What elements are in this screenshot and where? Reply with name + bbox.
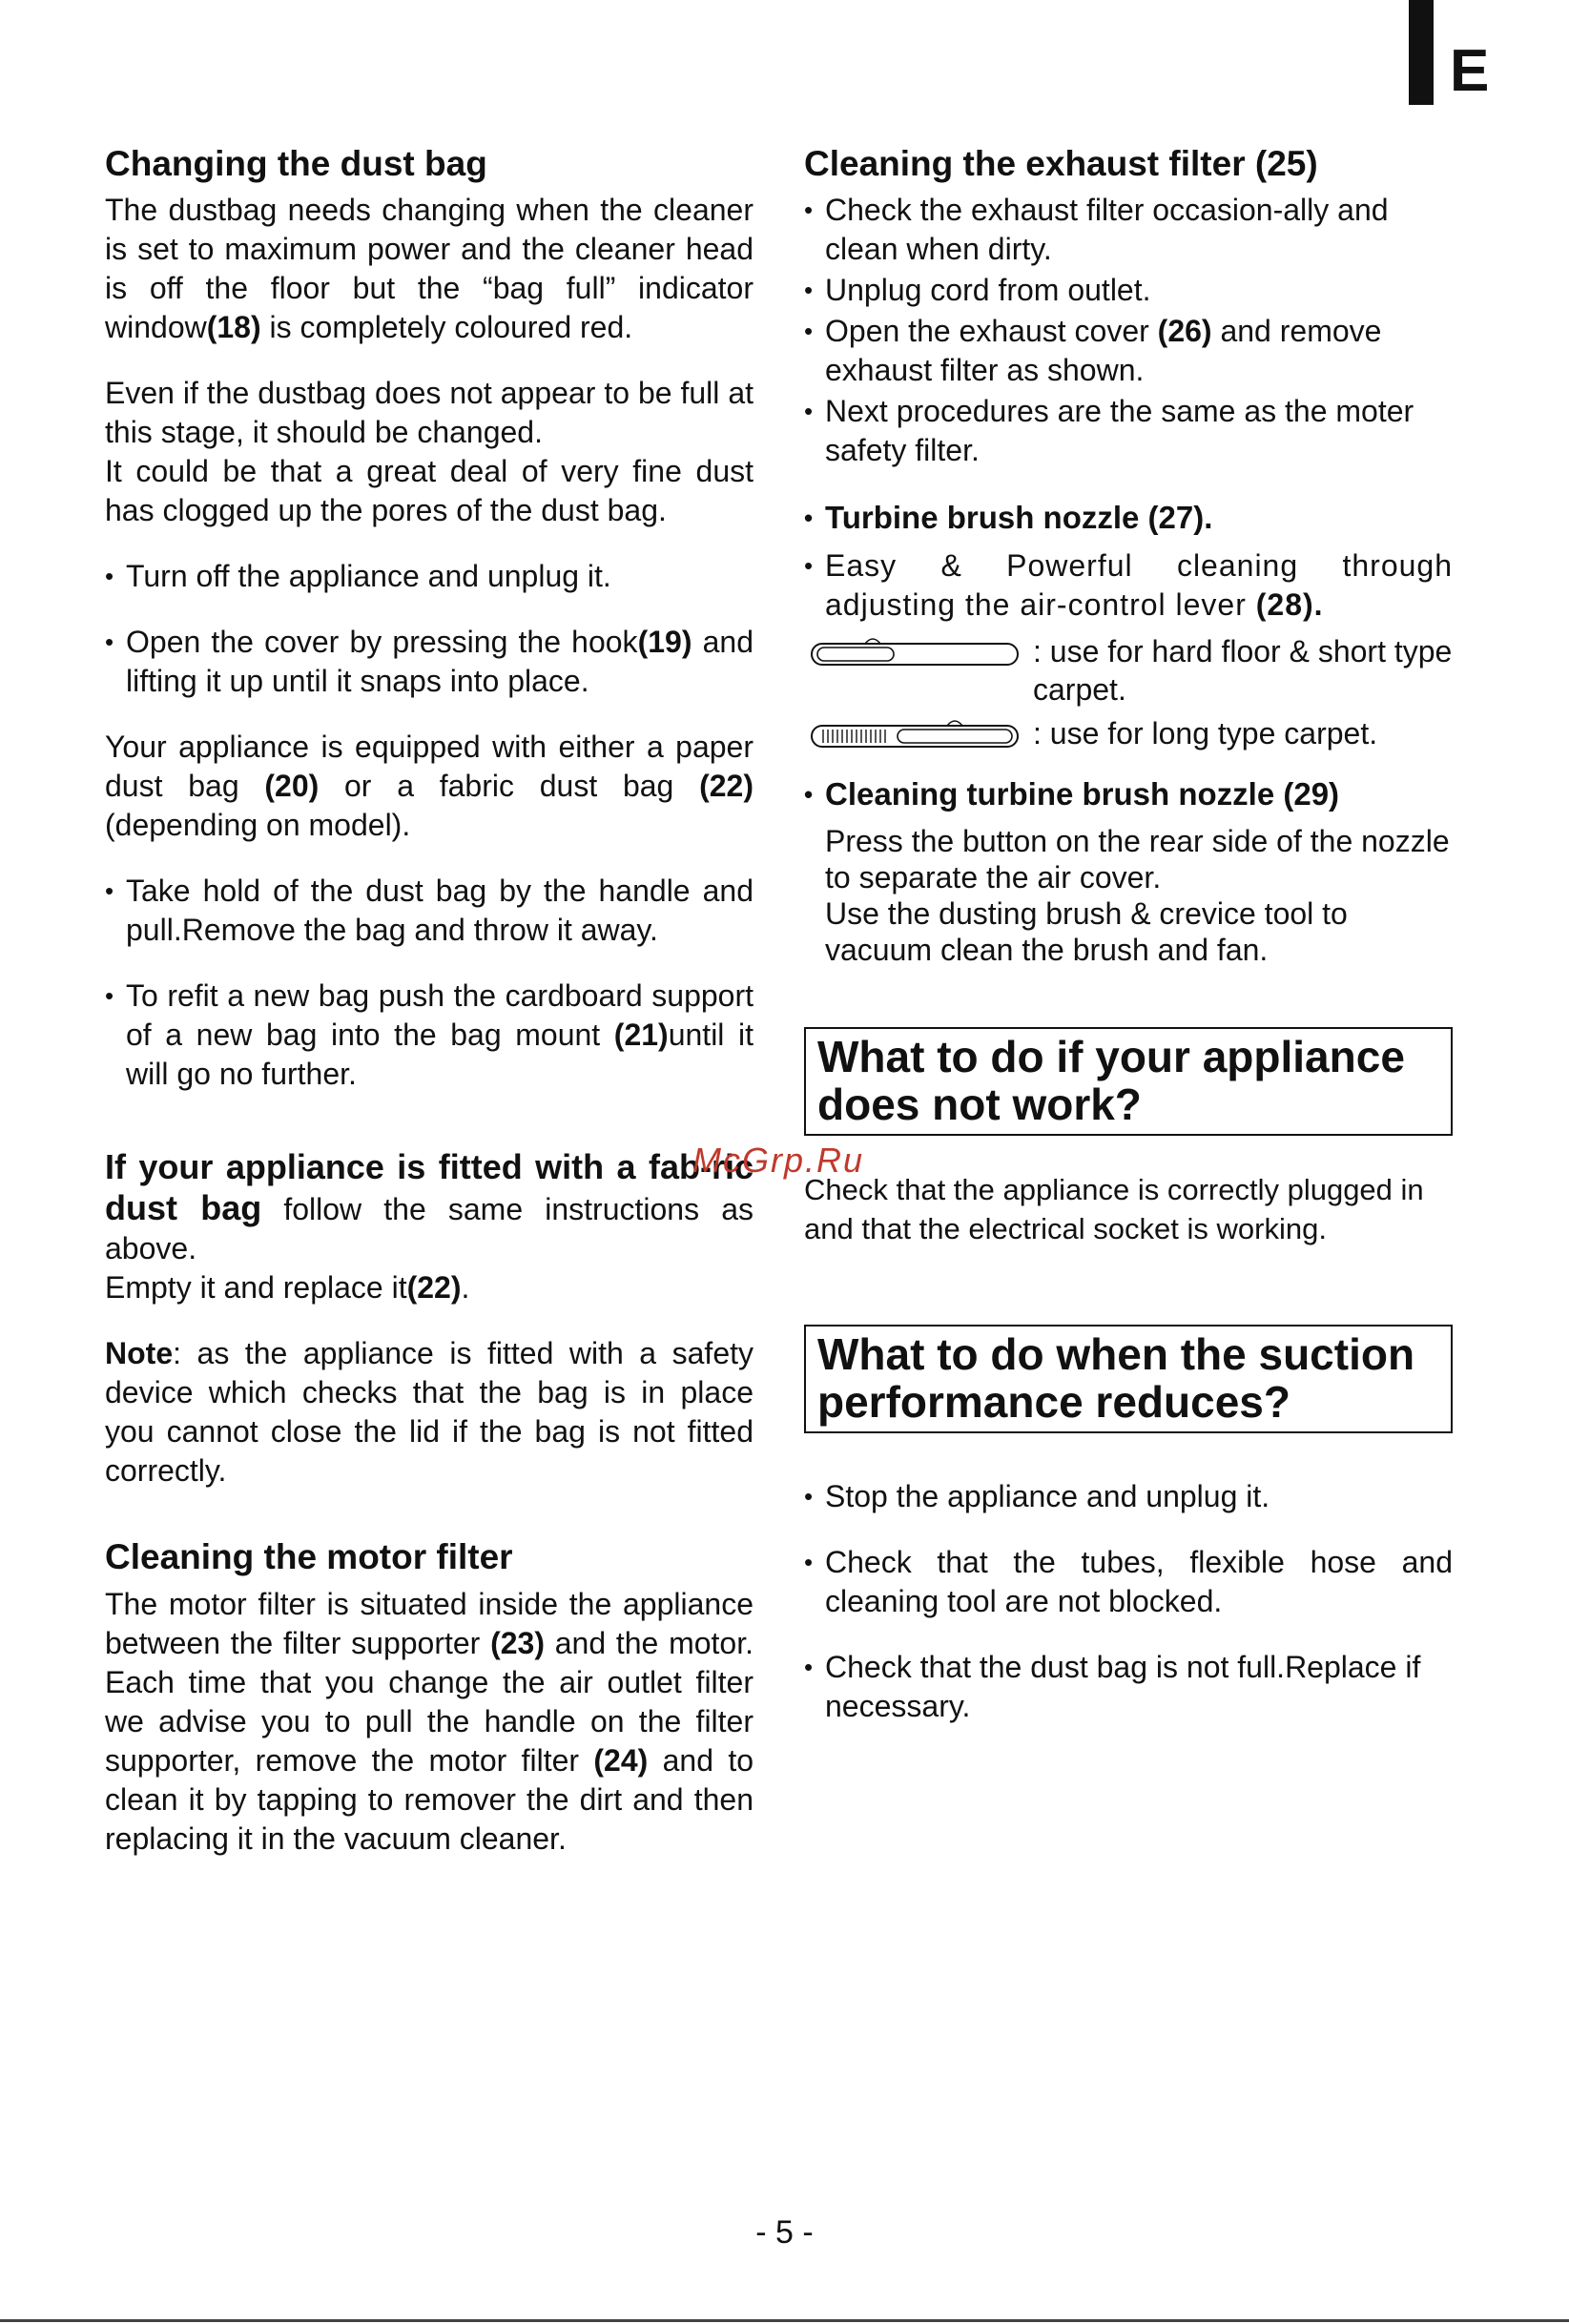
exhaust-steps (804, 191, 1453, 470)
fabric-bag-replace: Empty it and replace it(22). (105, 1270, 470, 1306)
list-item: • Open the exhaust cover (26) and remove exhaust filter as shown. (804, 312, 1453, 390)
dust-bag-paragraph-3: It could be that a great deal of very fine dust has clogged up the pores of the dust bag. (105, 454, 754, 528)
dust-bag-steps-2 (105, 872, 754, 1094)
list-item: • Take hold of the dust bag by the handle and pull.Remove the bag and throw it away. (105, 872, 754, 950)
turbine-steps (804, 546, 1453, 625)
heading-changing-dust-bag: Changing the dust bag (105, 144, 487, 183)
dust-bag-paragraph-2: Even if the dustbag does not appear to be full at this stage, it should be changed. (105, 376, 754, 450)
lever-long-carpet-text: : use for long type carpet. (1033, 716, 1378, 751)
list-item: • Check the exhaust filter occasion-ally and clean when dirty. (804, 191, 1453, 269)
bottom-divider (0, 2319, 1569, 2322)
cleaning-turbine-text-2: Use the dusting brush & crevice tool to vacuum clean the brush and fan. (825, 896, 1348, 968)
heading-not-working: What to do if your appliance does not work? (817, 1032, 1405, 1130)
motor-filter-paragraph: The motor filter is situated inside the appliance between the filter supporter (23) and the motor. Each time that you change the air outlet filter we advise you to pull the handle on the filter supporter, remove the motor filter (24) and to clean it by tapping to remover the dirt and then replacing it in the vacuum cleaner. (105, 1586, 754, 1856)
box-suction-reduces (804, 1325, 1453, 1433)
fabric-bag-paragraph: If your appliance is fitted with a fab-ric dust bag follow the same instructions as above. (105, 1147, 754, 1266)
lever-closed-icon (810, 632, 1022, 670)
list-item: • Stop the appliance and unplug it. (804, 1477, 1453, 1516)
lever-position-hard-floor (810, 632, 1453, 709)
dust-bag-paragraph-1: The dustbag needs changing when the cleaner is set to maximum power and the cleaner head is off the floor but the “bag full” indicator window(18) is completely coloured red. (105, 193, 754, 345)
watermark: McGrp.Ru (692, 1141, 865, 1180)
dust-bag-steps-1 (105, 557, 754, 701)
turbine-brush-heading: • Turbine brush nozzle (27). (804, 497, 1453, 539)
list-item: • Easy & Powerful cleaning through adjusting the air-control lever (28). (804, 546, 1453, 625)
list-item: • Check that the tubes, flexible hose and cleaning tool are not blocked. (804, 1543, 1453, 1621)
suction-steps (804, 1477, 1453, 1726)
right-column (804, 143, 1453, 1753)
not-working-text: Check that the appliance is correctly plugged in and that the electrical socket is working. (804, 1173, 1424, 1246)
list-item: • Next procedures are the same as the moter safety filter. (804, 392, 1453, 470)
heading-cleaning-motor-filter: Cleaning the motor filter (105, 1537, 513, 1577)
lever-hard-floor-text: : use for hard floor & short type carpet. (1033, 634, 1453, 708)
language-tab-bar (1409, 0, 1434, 105)
list-item: • Check that the dust bag is not full.Replace if necessary. (804, 1648, 1453, 1726)
lever-position-long-carpet (810, 714, 1453, 752)
dust-bag-paragraph-4: Your appliance is equipped with either a paper dust bag (20) or a fabric dust bag (22)(depending on model). (105, 730, 754, 843)
list-item: • Open the cover by pressing the hook(19) and lifting it up until it snaps into place. (105, 623, 754, 701)
language-tab-letter: E (1450, 38, 1490, 104)
cleaning-turbine-heading: • Cleaning turbine brush nozzle (29) (804, 773, 1453, 815)
note-paragraph: Note: as the appliance is fitted with a safety device which checks that the bag is in place you cannot close the lid if the bag is not fitted correctly. (105, 1336, 754, 1489)
box-not-working (804, 1027, 1453, 1136)
lever-open-icon (810, 714, 1022, 752)
list-item: • To refit a new bag push the cardboard support of a new bag into the bag mount (21)until it will go no further. (105, 977, 754, 1094)
page-number: - 5 - (755, 2214, 814, 2251)
list-item: • Turn off the appliance and unplug it. (105, 557, 754, 596)
heading-suction-reduces: What to do when the suction performance reduces? (817, 1329, 1415, 1428)
left-column (105, 143, 754, 1885)
heading-cleaning-exhaust-filter: Cleaning the exhaust filter (25) (804, 144, 1318, 183)
cleaning-turbine-text-1: Press the button on the rear side of the nozzle to separate the air cover. (825, 824, 1450, 895)
list-item: • Unplug cord from outlet. (804, 271, 1453, 310)
